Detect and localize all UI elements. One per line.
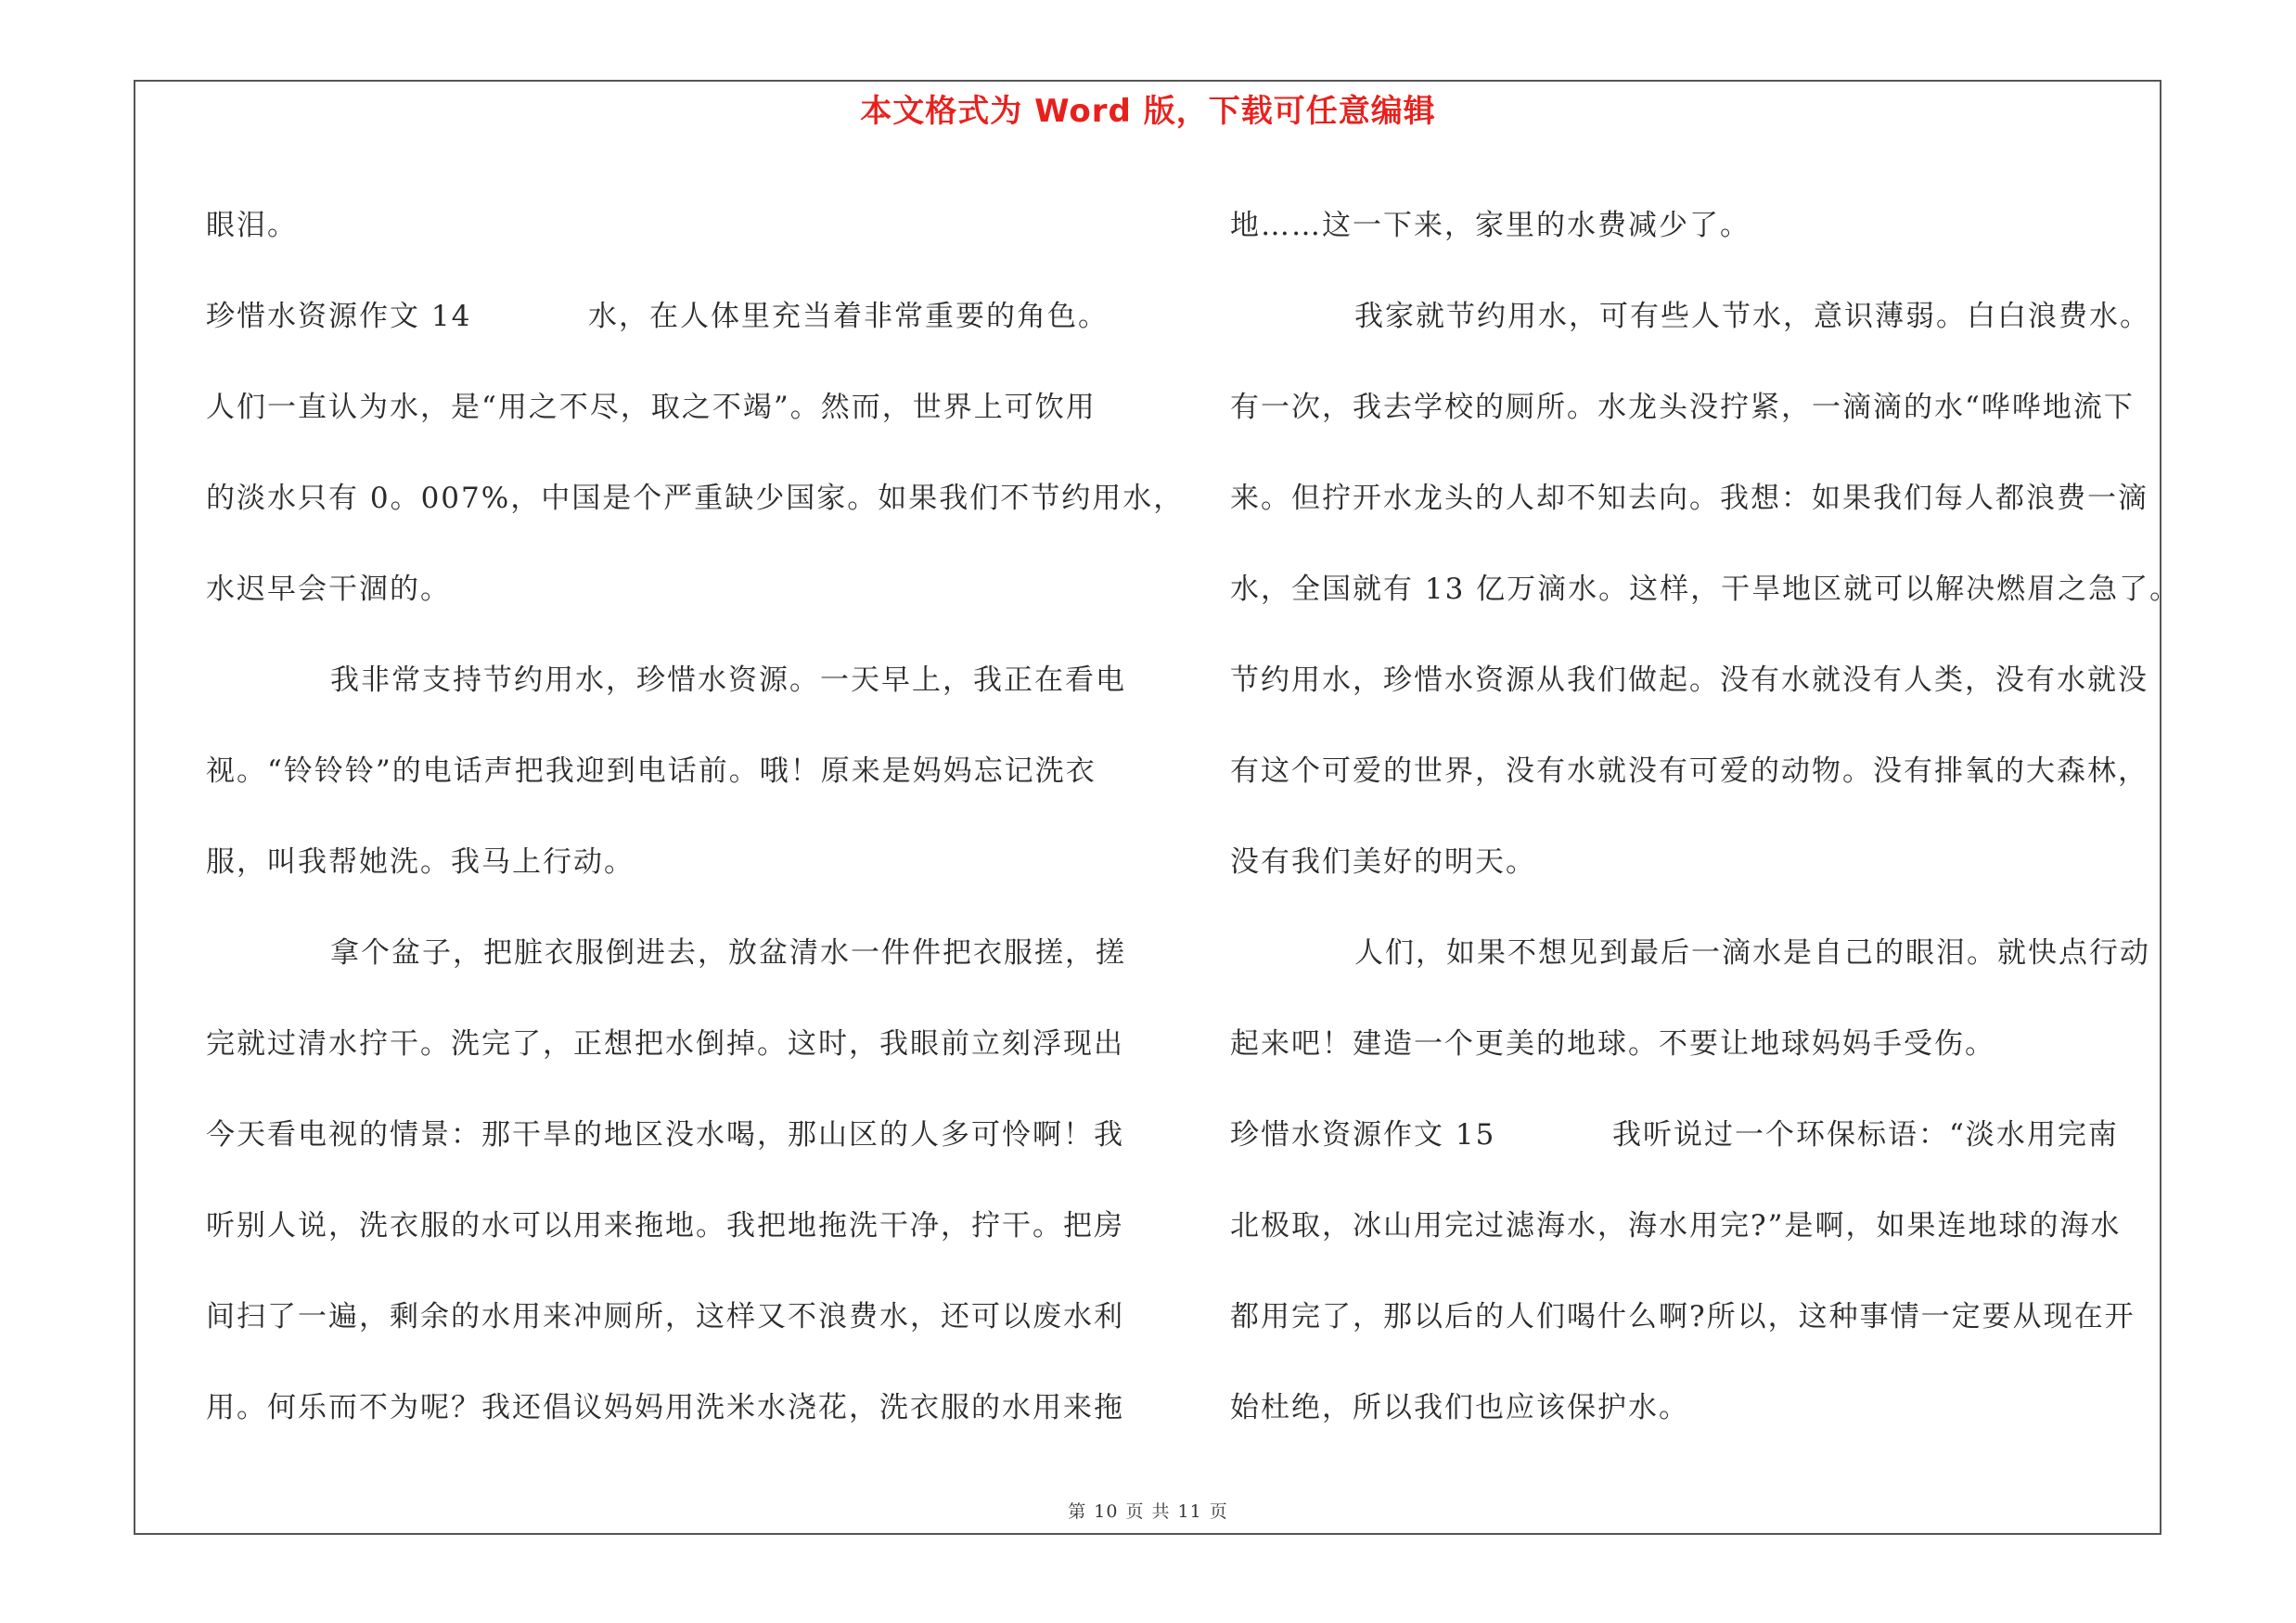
total-unit: 页 bbox=[1209, 1501, 1228, 1522]
text-line: 水迟早会干涸的。 bbox=[206, 573, 451, 606]
essay-title-14: 珍惜水资源作文 14 bbox=[206, 300, 472, 333]
text-line: 今天看电视的情景：那干旱的地区没水喝，那山区的人多可怜啊！我 bbox=[206, 1118, 1124, 1152]
text-line: 完就过清水拧干。洗完了，正想把水倒掉。这时，我眼前立刻浮现出 bbox=[206, 1027, 1124, 1061]
text-line: 有这个可爱的世界，没有水就没有可爱的动物。没有排氧的大森林， bbox=[1230, 754, 2148, 788]
format-banner: 本文格式为 Word 版，下载可任意编辑 bbox=[860, 93, 1436, 130]
text-line: 人们一直认为水，是“用之不尽，取之不竭”。然而，世界上可饮用 bbox=[206, 391, 1097, 424]
page-label: 第 bbox=[1068, 1501, 1087, 1522]
text-line: 来。但拧开水龙头的人却不知去向。我想：如果我们每人都浪费一滴 bbox=[1230, 482, 2148, 515]
text-line: 的淡水只有 0。007%，中国是个严重缺少国家。如果我们不节约用水， bbox=[206, 482, 1185, 515]
text-line: 水，全国就有 13 亿万滴水。这样，干旱地区就可以解决燃眉之急了。 bbox=[1230, 573, 2181, 606]
text-line: 节约用水，珍惜水资源从我们做起。没有水就没有人类，没有水就没 bbox=[1230, 663, 2148, 697]
right-column bbox=[1230, 180, 2181, 1453]
page-unit: 页 bbox=[1125, 1501, 1145, 1522]
text-line: 始杜绝，所以我们也应该保护水。 bbox=[1230, 1391, 1689, 1424]
text-line: 水，在人体里充当着非常重要的角色。 bbox=[588, 300, 1109, 333]
text-line: 都用完了，那以后的人们喝什么啊?所以，这种事情一定要从现在开 bbox=[1230, 1300, 2136, 1333]
essay-heading-line bbox=[206, 271, 1124, 362]
text-line: 听别人说，洗衣服的水可以用来拖地。我把地拖洗干净，拧干。把房 bbox=[206, 1209, 1124, 1243]
essay-title-15: 珍惜水资源作文 15 bbox=[1230, 1118, 1496, 1152]
text-line: 我听说过一个环保标语：“淡水用完南 bbox=[1612, 1118, 2119, 1152]
text-line: 地……这一下来，家里的水费减少了。 bbox=[1230, 209, 1751, 242]
text-line: 间扫了一遍，剩余的水用来冲厕所，这样又不浪费水，还可以废水利 bbox=[206, 1300, 1124, 1333]
left-column bbox=[206, 180, 1185, 1453]
essay-heading-line bbox=[1230, 1089, 2158, 1180]
text-line: 视。“铃铃铃”的电话声把我迎到电话前。哦！原来是妈妈忘记洗衣 bbox=[206, 754, 1097, 788]
paragraph-start: 拿个盆子，把脏衣服倒进去，放盆清水一件件把衣服搓，搓 bbox=[330, 936, 1126, 970]
paragraph-start: 我非常支持节约用水，珍惜水资源。一天早上，我正在看电 bbox=[330, 663, 1126, 697]
text-line: 没有我们美好的明天。 bbox=[1230, 845, 1536, 879]
current-page: 10 bbox=[1094, 1501, 1119, 1522]
paragraph-start: 人们，如果不想见到最后一滴水是自己的眼泪。就快点行动 bbox=[1354, 936, 2150, 970]
text-line: 起来吧！建造一个更美的地球。不要让地球妈妈手受伤。 bbox=[1230, 1027, 1995, 1061]
page-number-footer bbox=[0, 1498, 2296, 1523]
total-label: 共 bbox=[1151, 1501, 1171, 1522]
text-line: 服，叫我帮她洗。我马上行动。 bbox=[206, 845, 635, 879]
total-pages: 11 bbox=[1177, 1501, 1202, 1522]
paragraph-start: 我家就节约用水，可有些人节水，意识薄弱。白白浪费水。 bbox=[1354, 300, 2150, 333]
text-line: 有一次，我去学校的厕所。水龙头没拧紧，一滴滴的水“哗哗地流下 bbox=[1230, 391, 2135, 424]
text-line: 用。何乐而不为呢？我还倡议妈妈用洗米水浇花，洗衣服的水用来拖 bbox=[206, 1391, 1124, 1424]
text-line: 眼泪。 bbox=[206, 209, 298, 242]
text-line: 北极取，冰山用完过滤海水，海水用完?”是啊，如果连地球的海水 bbox=[1230, 1209, 2122, 1243]
